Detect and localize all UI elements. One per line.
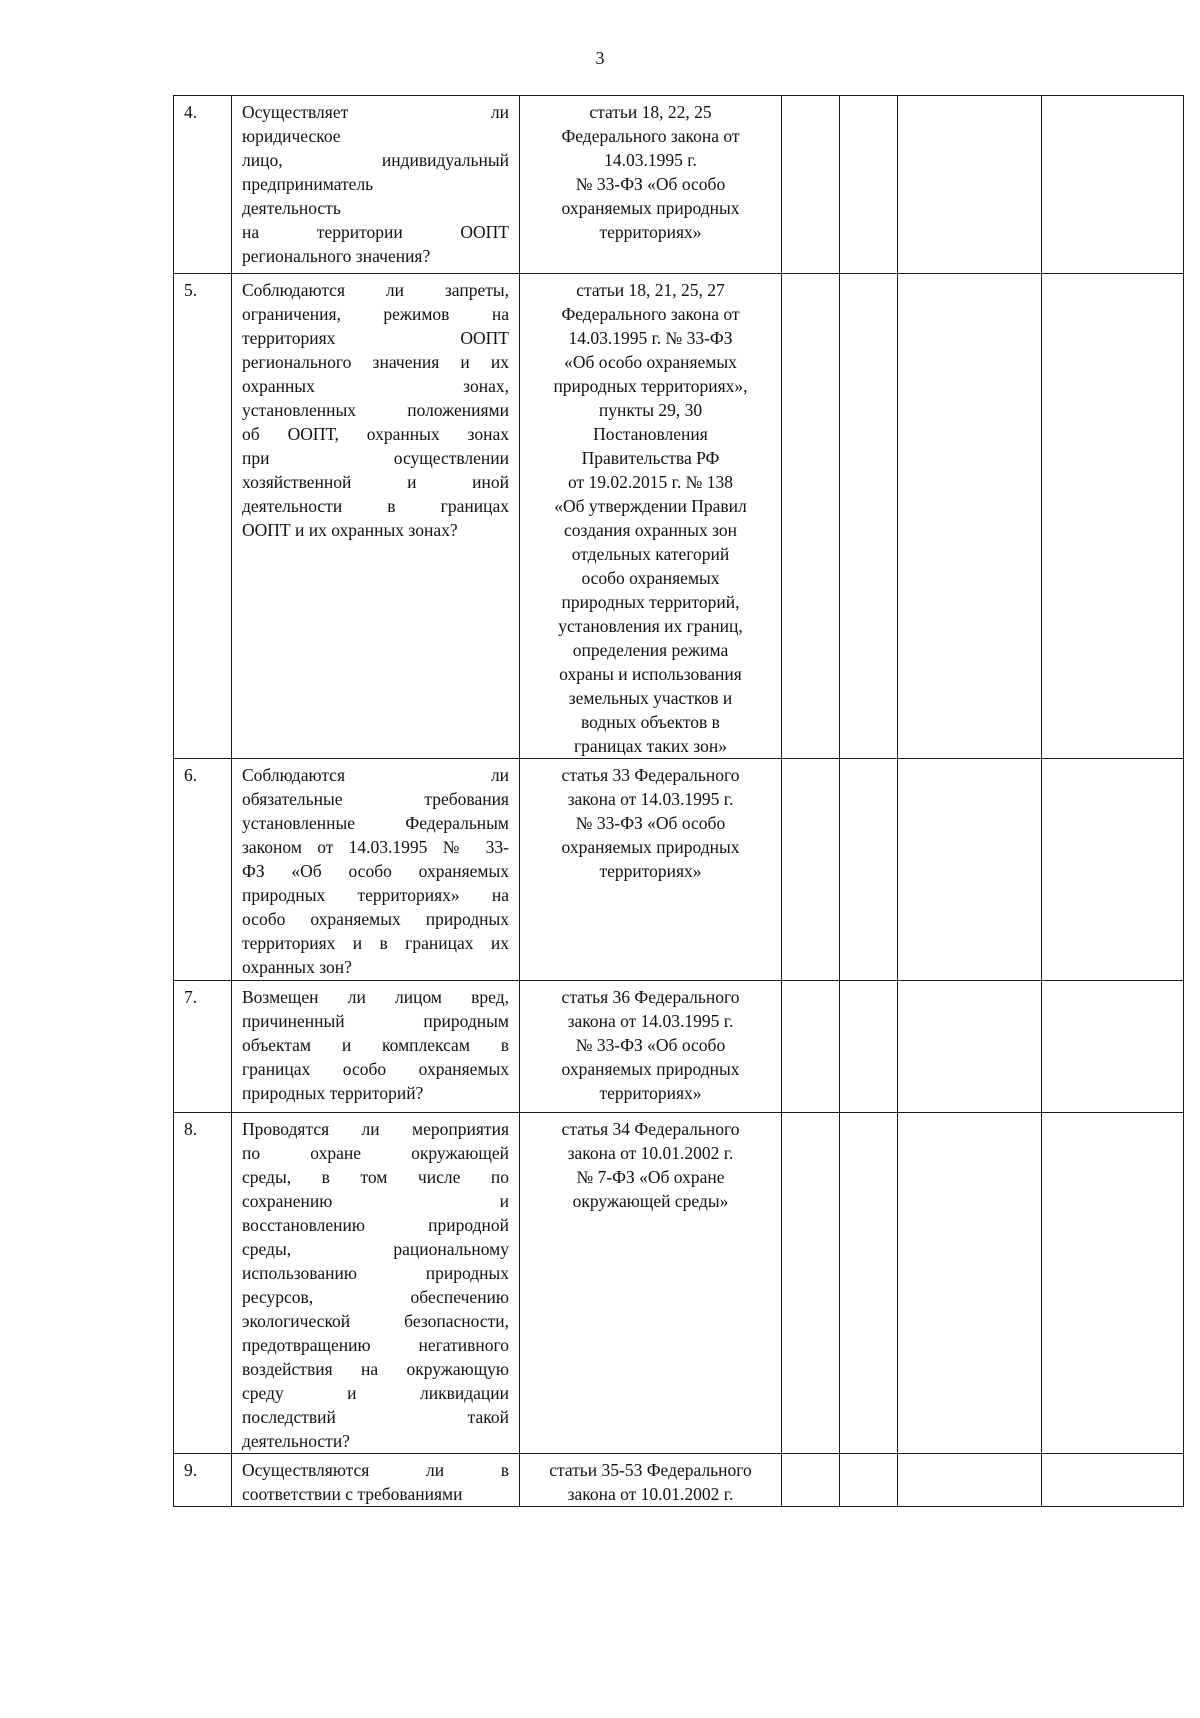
question-cell (232, 1113, 520, 1454)
legal-reference-line: Федерального закона от (561, 304, 740, 324)
table-row (174, 1113, 1184, 1454)
empty-answer-cell (898, 96, 1042, 274)
legal-reference-line: Федерального закона от (561, 126, 740, 146)
question-cell (232, 1454, 520, 1507)
question-line: регионального значения? (242, 246, 431, 266)
empty-answer-cell (782, 981, 840, 1113)
question-line: законом от 14.03.1995 № 33- (242, 837, 509, 857)
legal-reference-line: Правительства РФ (581, 448, 720, 468)
empty-answer-cell (898, 1454, 1042, 1507)
page-number: 3 (595, 48, 605, 68)
empty-answer-cell (1042, 759, 1184, 981)
legal-reference-line: природных территориях», (553, 376, 748, 396)
legal-reference-line: границах таких зон» (574, 736, 727, 756)
empty-answer-cell (782, 96, 840, 274)
legal-reference-line: водных объектов в (581, 712, 720, 732)
question-line: природных территорий? (242, 1083, 424, 1103)
empty-answer-cell (1042, 96, 1184, 274)
empty-answer-cell (898, 274, 1042, 759)
legal-reference-line: закона от 10.01.2002 г. (567, 1484, 734, 1504)
table-row (174, 981, 1184, 1113)
legal-reference-line: «Об особо охраняемых (564, 352, 737, 372)
legal-reference-line: отдельных категорий (571, 544, 730, 564)
question-line: среду и ликвидации (242, 1383, 509, 1403)
question-line: на территории ООПТ (242, 222, 509, 242)
legal-reference-line: земельных участков и (568, 688, 733, 708)
table-row (174, 1454, 1184, 1507)
empty-answer-cell (840, 96, 898, 274)
empty-answer-cell (840, 274, 898, 759)
question-line: ФЗ «Об особо охраняемых (242, 861, 509, 881)
question-line: воздействия на окружающую (242, 1359, 509, 1379)
question-line: ограничения, режимов на (242, 304, 509, 324)
legal-reference-line: статья 36 Федерального (561, 987, 740, 1007)
empty-answer-cell (782, 1454, 840, 1507)
empty-answer-cell (1042, 274, 1184, 759)
checklist-table (173, 95, 1184, 1507)
question-line: регионального значения и их (242, 352, 509, 372)
empty-answer-cell (782, 759, 840, 981)
legal-reference-line: № 7-ФЗ «Об охране (576, 1167, 725, 1187)
empty-answer-cell (840, 1113, 898, 1454)
legal-reference-line: территориях» (599, 1083, 702, 1103)
question-line: охранных зон? (242, 957, 352, 977)
question-line: установленные Федеральным (242, 813, 509, 833)
checklist-table-body (174, 96, 1184, 1507)
legal-reference-line: Постановления (593, 424, 708, 444)
question-line: деятельность (242, 198, 341, 218)
legal-reference-line: охраняемых природных (561, 1059, 740, 1079)
legal-reference-line: статьи 35-53 Федерального (549, 1460, 752, 1480)
row-number: 7. (174, 981, 232, 1113)
legal-reference-line: определения режима (572, 640, 729, 660)
legal-reference-line: закона от 14.03.1995 г. (567, 1011, 734, 1031)
legal-reference-line: особо охраняемых (581, 568, 720, 588)
empty-answer-cell (840, 981, 898, 1113)
question-line: объектам и комплексам в (242, 1035, 509, 1055)
row-number: 8. (174, 1113, 232, 1454)
question-line: использованию природных (242, 1263, 509, 1283)
legal-reference-line: 14.03.1995 г. (604, 150, 697, 170)
question-line: при осуществлении (242, 448, 509, 468)
row-number: 4. (174, 96, 232, 274)
legal-reference-line: статья 33 Федерального (561, 765, 740, 785)
legal-reference-line: территориях» (599, 861, 702, 881)
legal-reference-line: № 33-ФЗ «Об особо (575, 1035, 726, 1055)
legal-reference-cell (520, 274, 782, 759)
empty-answer-cell (1042, 1113, 1184, 1454)
question-line: территориях и в границах их (242, 933, 509, 953)
empty-answer-cell (840, 759, 898, 981)
legal-reference-line: пункты 29, 30 (598, 400, 703, 420)
question-line: среды, рациональному (242, 1239, 509, 1259)
row-number: 5. (174, 274, 232, 759)
question-cell (232, 981, 520, 1113)
legal-reference-line: № 33-ФЗ «Об особо (575, 174, 726, 194)
question-line: охранных зонах, (242, 376, 509, 396)
question-line: предприниматель (242, 174, 374, 194)
legal-reference-cell (520, 759, 782, 981)
row-number: 6. (174, 759, 232, 981)
question-line: природных территориях» на (242, 885, 509, 905)
legal-reference-line: охраняемых природных (561, 837, 740, 857)
question-line: хозяйственной и иной (242, 472, 509, 492)
legal-reference-line: территориях» (599, 222, 702, 242)
question-line: Осуществляет ли (242, 102, 509, 122)
legal-reference-line: № 33-ФЗ «Об особо (575, 813, 726, 833)
question-line: Возмещен ли лицом вред, (242, 987, 509, 1007)
question-cell (232, 96, 520, 274)
empty-answer-cell (898, 759, 1042, 981)
legal-reference-line: закона от 10.01.2002 г. (567, 1143, 734, 1163)
question-cell (232, 274, 520, 759)
question-line: причиненный природным (242, 1011, 509, 1031)
empty-answer-cell (840, 1454, 898, 1507)
question-line: среды, в том числе по (242, 1167, 509, 1187)
question-line: границах особо охраняемых (242, 1059, 509, 1079)
question-line: сохранению и (242, 1191, 509, 1211)
legal-reference-line: 14.03.1995 г. № 33-ФЗ (568, 328, 733, 348)
question-line: ресурсов, обеспечению (242, 1287, 509, 1307)
legal-reference-line: природных территорий, (561, 592, 740, 612)
question-line: деятельности в границах (242, 496, 509, 516)
empty-answer-cell (782, 274, 840, 759)
table-row (174, 759, 1184, 981)
legal-reference-cell (520, 1113, 782, 1454)
empty-answer-cell (898, 1113, 1042, 1454)
question-line: деятельности? (242, 1431, 350, 1451)
question-line: территориях ООПТ (242, 328, 509, 348)
question-line: предотвращению негативного (242, 1335, 509, 1355)
legal-reference-cell (520, 981, 782, 1113)
question-line: об ООПТ, охранных зонах (242, 424, 509, 444)
table-row (174, 274, 1184, 759)
question-line: соответствии с требованиями (242, 1484, 463, 1504)
empty-answer-cell (898, 981, 1042, 1113)
question-line: по охране окружающей (242, 1143, 509, 1163)
question-line: Проводятся ли мероприятия (242, 1119, 509, 1139)
legal-reference-cell (520, 1454, 782, 1507)
row-number: 9. (174, 1454, 232, 1507)
empty-answer-cell (782, 1113, 840, 1454)
legal-reference-line: «Об утверждении Правил (554, 496, 747, 516)
legal-reference-line: установления их границ, (558, 616, 743, 636)
table-row (174, 96, 1184, 274)
legal-reference-line: статьи 18, 22, 25 (589, 102, 712, 122)
question-line: восстановлению природной (242, 1215, 509, 1235)
question-line: ООПТ и их охранных зонах? (242, 520, 458, 540)
legal-reference-line: охраны и использования (559, 664, 742, 684)
question-line: Осуществляются ли в (242, 1460, 509, 1480)
legal-reference-line: охраняемых природных (561, 198, 740, 218)
question-cell (232, 759, 520, 981)
question-line: последствий такой (242, 1407, 509, 1427)
question-line: лицо, индивидуальный (242, 150, 509, 170)
question-line: обязательные требования (242, 789, 509, 809)
legal-reference-cell (520, 96, 782, 274)
legal-reference-line: статьи 18, 21, 25, 27 (576, 280, 725, 300)
legal-reference-line: окружающей среды» (572, 1191, 729, 1211)
question-line: Соблюдаются ли (242, 765, 509, 785)
question-line: установленных положениями (242, 400, 509, 420)
question-line: особо охраняемых природных (242, 909, 509, 929)
legal-reference-line: от 19.02.2015 г. № 138 (568, 472, 733, 492)
legal-reference-line: создания охранных зон (563, 520, 738, 540)
empty-answer-cell (1042, 981, 1184, 1113)
question-line: Соблюдаются ли запреты, (242, 280, 509, 300)
legal-reference-line: закона от 14.03.1995 г. (567, 789, 734, 809)
question-line: юридическое (242, 126, 341, 146)
legal-reference-line: статья 34 Федерального (561, 1119, 740, 1139)
empty-answer-cell (1042, 1454, 1184, 1507)
question-line: экологической безопасности, (242, 1311, 509, 1331)
